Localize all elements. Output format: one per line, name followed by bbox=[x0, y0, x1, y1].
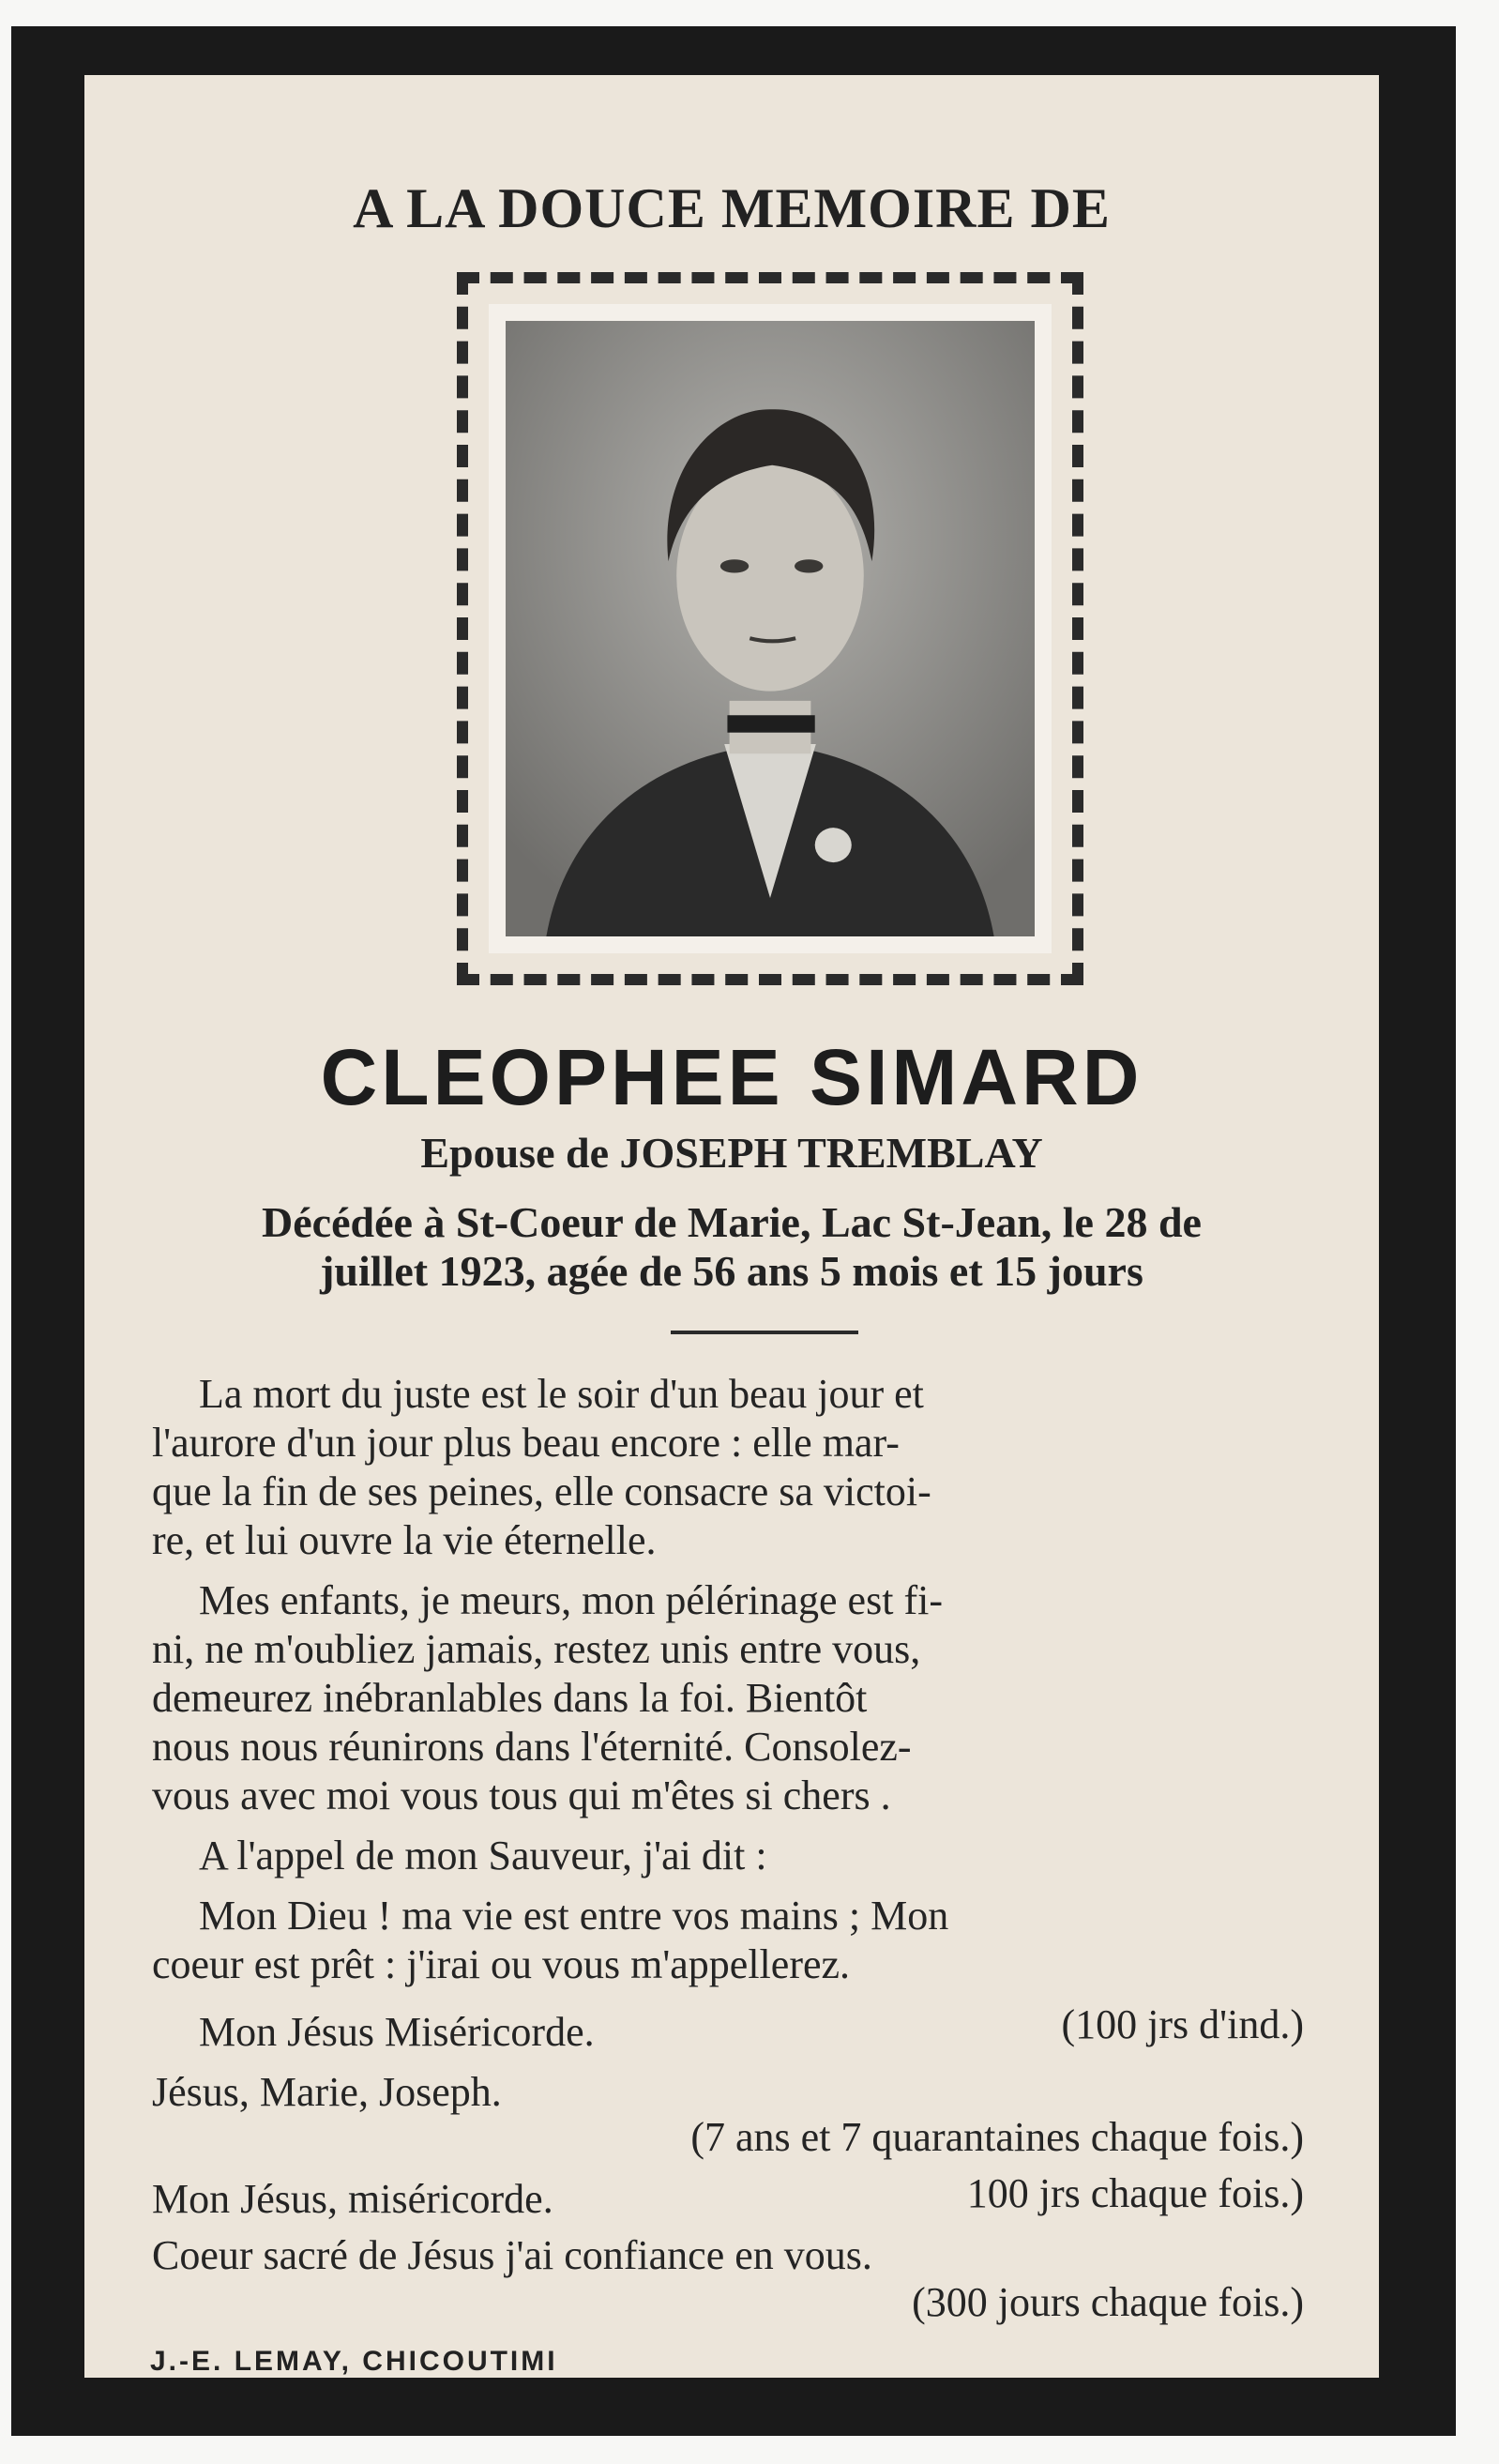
card-inner bbox=[84, 75, 1379, 2378]
prayer-indulgence: (300 jours chaque fois.) bbox=[912, 2279, 1304, 2325]
memorial-card bbox=[11, 26, 1456, 2436]
divider-rule bbox=[671, 1331, 858, 1334]
body-line: l'aurore d'un jour plus beau encore : elle mar- bbox=[152, 1420, 900, 1466]
portrait-illustration bbox=[506, 321, 1035, 936]
body-line: A l'appel de mon Sauveur, j'ai dit : bbox=[199, 1833, 767, 1878]
printer-credit: J.-E. LEMAY, CHICOUTIMI bbox=[150, 2346, 558, 2377]
body-line: La mort du juste est le soir d'un beau jour et bbox=[199, 1371, 924, 1417]
prayer-text: Jésus, Marie, Joseph. bbox=[152, 2069, 502, 2115]
prayer-indulgence: 100 jrs chaque fois.) bbox=[966, 2170, 1304, 2216]
body-line: demeurez inébranlables dans la foi. Bientôt bbox=[152, 1675, 868, 1721]
death-line-1: Décédée à St-Coeur de Marie, Lac St-Jean, le 28 de bbox=[262, 1198, 1202, 1246]
body-line: nous nous réunirons dans l'éternité. Consolez- bbox=[152, 1724, 912, 1770]
body-line: que la fin de ses peines, elle consacre sa victoi- bbox=[152, 1468, 931, 1514]
prayer-text: Coeur sacré de Jésus j'ai confiance en vous. bbox=[152, 2232, 872, 2278]
prayer-text: Mon Jésus Miséricorde. bbox=[199, 2009, 595, 2055]
prayer-indulgence: (7 ans et 7 quarantaines chaque fois.) bbox=[690, 2114, 1304, 2160]
photo-mat bbox=[489, 304, 1052, 953]
body-line: Mes enfants, je meurs, mon pélérinage est fi- bbox=[199, 1577, 943, 1623]
body-line: re, et lui ouvre la vie éternelle. bbox=[152, 1517, 657, 1563]
photo-frame bbox=[457, 272, 1083, 985]
body-line: Mon Dieu ! ma vie est entre vos mains ; Mon bbox=[199, 1893, 949, 1939]
body-line: coeur est prêt : j'irai ou vous m'appellerez. bbox=[152, 1941, 851, 1987]
prayer-indulgence: (100 jrs d'ind.) bbox=[1061, 2001, 1304, 2047]
spouse-line: Epouse de JOSEPH TREMBLAY bbox=[420, 1129, 1043, 1177]
death-line-2: juillet 1923, agée de 56 ans 5 mois et 15 jours bbox=[320, 1247, 1143, 1295]
portrait-photo bbox=[506, 321, 1035, 936]
body-line: vous avec moi vous tous qui m'êtes si chers . bbox=[152, 1772, 891, 1818]
heading: A LA DOUCE MEMOIRE DE bbox=[353, 177, 1111, 239]
body-line: ni, ne m'oubliez jamais, restez unis entre vous, bbox=[152, 1626, 921, 1672]
prayer-text: Mon Jésus, miséricorde. bbox=[152, 2176, 553, 2222]
deceased-name: CLEOPHEE SIMARD bbox=[320, 1033, 1143, 1121]
